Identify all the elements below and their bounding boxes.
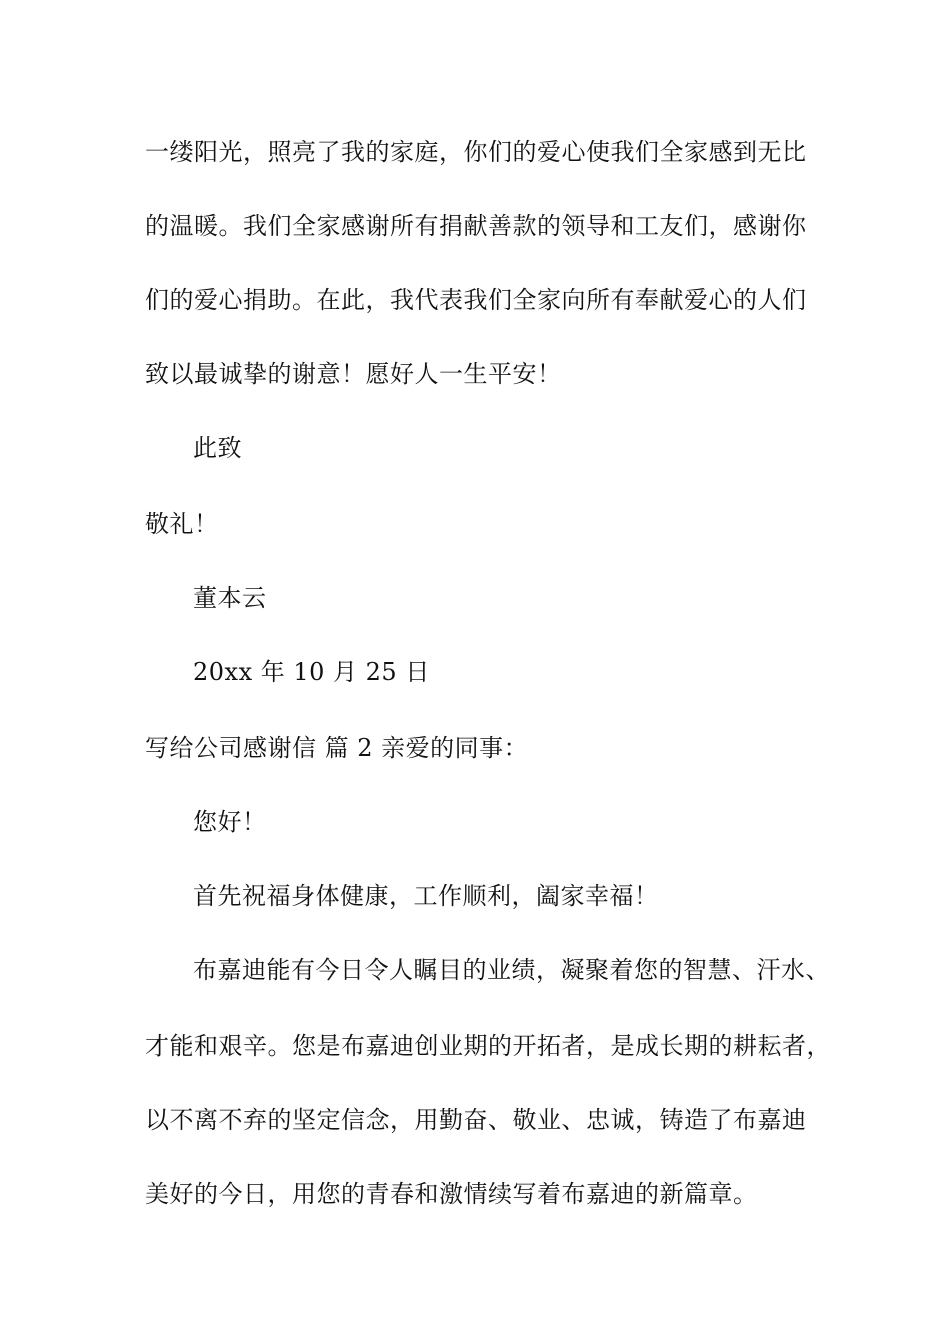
- section-heading: 写给公司感谢信 篇 2 亲爱的同事：: [145, 734, 529, 762]
- paragraph-line: 一缕阳光，照亮了我的家庭，你们的爱心使我们全家感到无比: [145, 138, 807, 166]
- closing-salutation: 此致: [193, 434, 242, 462]
- signature-name: 董本云: [193, 584, 267, 612]
- paragraph-line: 致以最诚挚的谢意！愿好人一生平安！: [145, 360, 562, 388]
- greeting: 您好！: [193, 808, 267, 836]
- closing-regards: 敬礼！: [145, 510, 219, 538]
- paragraph-line: 美好的今日，用您的青春和激情续写着布嘉迪的新篇章。: [145, 1180, 758, 1208]
- paragraph-line: 们的爱心捐助。在此，我代表我们全家向所有奉献爱心的人们: [145, 286, 807, 314]
- paragraph-line: 的温暖。我们全家感谢所有捐献善款的领导和工友们，感谢你: [145, 212, 807, 240]
- signature-date: 20xx 年 10 月 25 日: [193, 658, 430, 686]
- paragraph-line: 才能和艰辛。您是布嘉迪创业期的开拓者，是成长期的耕耘者，: [145, 1032, 831, 1060]
- paragraph-line: 布嘉迪能有今日令人瞩目的业绩，凝聚着您的智慧、汗水、: [193, 956, 830, 984]
- paragraph-line: 以不离不弃的坚定信念，用勤奋、敬业、忠诚，铸造了布嘉迪: [145, 1106, 807, 1134]
- paragraph-line: 首先祝福身体健康，工作顺利，阖家幸福！: [193, 882, 659, 910]
